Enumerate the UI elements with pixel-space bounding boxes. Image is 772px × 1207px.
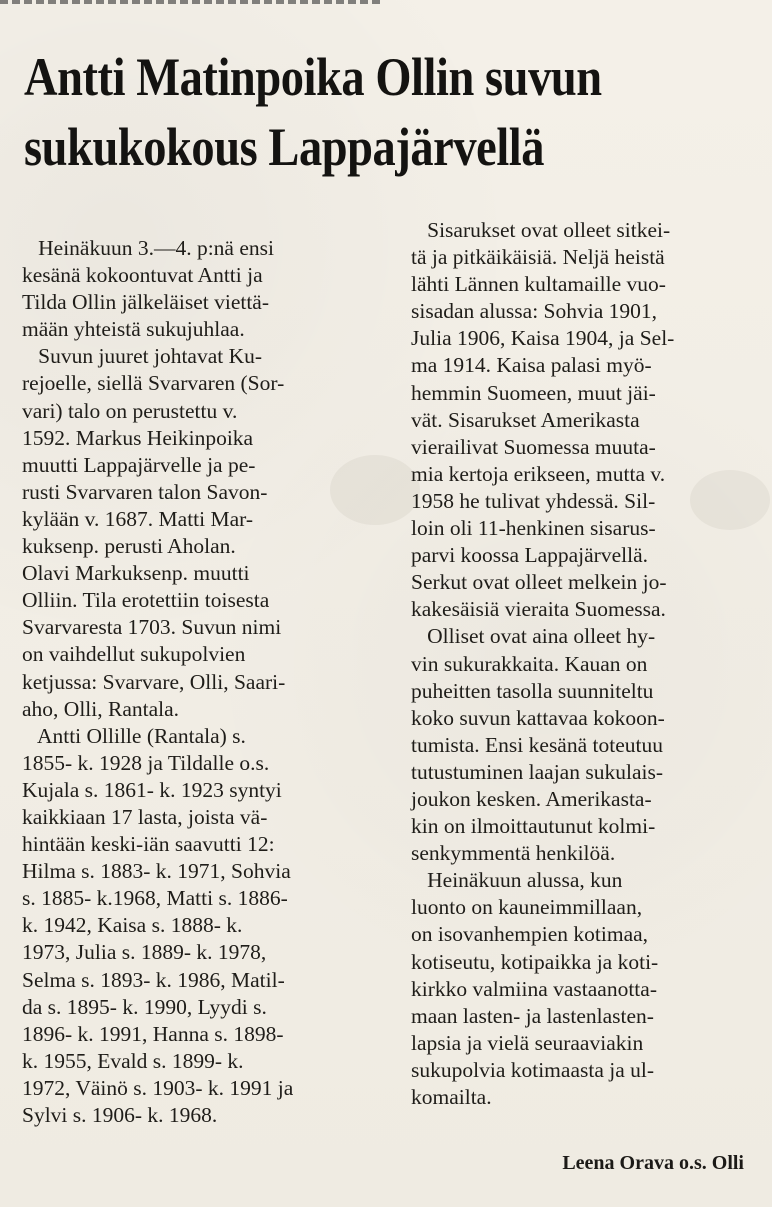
text-line: hemmin Suomeen, muut jäi-	[411, 380, 656, 405]
text-line: tutustuminen laajan sukulais-	[411, 759, 663, 784]
text-line: Olliin. Tila erotettiin toisesta	[22, 588, 270, 613]
text-line: rusti Svarvaren talon Savon-	[22, 479, 268, 504]
text-line: kaikkiaan 17 lasta, joista vä-	[22, 804, 268, 829]
headline-line: Antti Matinpoika Ollin suvun	[24, 47, 602, 107]
text-line: loin oli 11-henkinen sisarus-	[411, 516, 656, 541]
text-line: komailta.	[411, 1085, 492, 1109]
text-line: vin sukurakkaita. Kauan on	[411, 651, 648, 676]
text-line: kuksenp. perusti Aholan.	[22, 534, 236, 559]
text-line: Heinäkuun alussa, kun	[411, 868, 623, 893]
text-line: muutti Lappajärvelle ja pe-	[22, 452, 256, 477]
text-line: kylään v. 1687. Matti Mar-	[22, 506, 254, 531]
text-line: Heinäkuun 3.—4. p:nä ensi	[22, 236, 274, 260]
text-line: Svarvaresta 1703. Suvun nimi	[22, 615, 282, 640]
text-line: s. 1885- k.1968, Matti s. 1886-	[22, 886, 288, 911]
text-line: Suvun juuret johtavat Ku-	[22, 344, 263, 369]
clipping-top-edge	[0, 0, 380, 10]
text-line: kakesäisiä vieraita Suomessa.	[411, 597, 666, 622]
text-line: tä ja pitkäikäisiä. Neljä heistä	[411, 245, 665, 270]
text-line: Antti Ollille (Rantala) s.	[22, 723, 246, 748]
text-line: Serkut ovat olleet melkein jo-	[411, 570, 667, 595]
text-line: vari) talo on perustettu v.	[22, 398, 238, 423]
article-byline: Leena Orava o.s. Olli	[562, 1152, 744, 1174]
text-line: sisadan alussa: Sohvia 1901,	[411, 299, 658, 324]
headline-line: sukukokous Lappajärvellä	[24, 117, 545, 177]
text-line: kotiseutu, kotipaikka ja koti-	[411, 949, 659, 974]
article-headline	[24, 42, 652, 182]
text-line: puheitten tasolla suunniteltu	[411, 678, 654, 703]
text-line: Tilda Ollin jälkeläiset viettä-	[22, 290, 270, 315]
text-line: on isovanhempien kotimaa,	[411, 922, 649, 947]
left-text-column	[22, 235, 362, 1129]
text-line: koko suvun kattavaa kokoon-	[411, 705, 665, 730]
text-line: vierailivat Suomessa muuta-	[411, 434, 656, 459]
text-line: rejoelle, siellä Svarvaren (Sor-	[22, 371, 285, 396]
text-line: Olliset ovat aina olleet hy-	[411, 624, 656, 649]
text-line: senkymmentä henkilöä.	[411, 841, 616, 866]
text-line: parvi koossa Lappajärvellä.	[411, 543, 649, 568]
text-line: Sylvi s. 1906- k. 1968.	[22, 1103, 218, 1127]
text-line: joukon kesken. Amerikasta-	[411, 786, 652, 811]
text-line: Selma s. 1893- k. 1986, Matil-	[22, 967, 285, 992]
text-line: Hilma s. 1883- k. 1971, Sohvia	[22, 859, 291, 884]
text-line: Julia 1906, Kaisa 1904, ja Sel-	[411, 326, 675, 351]
text-line: 1896- k. 1991, Hanna s. 1898-	[22, 1021, 284, 1046]
text-line: ma 1914. Kaisa palasi myö-	[411, 353, 652, 378]
text-line: lapsia ja vielä seuraaviakin	[411, 1030, 644, 1055]
text-line: 1855- k. 1928 ja Tildalle o.s.	[22, 750, 270, 775]
text-line: 1972, Väinö s. 1903- k. 1991 ja	[22, 1075, 294, 1100]
text-line: Olavi Markuksenp. muutti	[22, 561, 250, 586]
text-line: k. 1942, Kaisa s. 1888- k.	[22, 913, 243, 938]
text-line: 1973, Julia s. 1889- k. 1978,	[22, 940, 267, 965]
text-line: k. 1955, Evald s. 1899- k.	[22, 1048, 244, 1073]
text-line: aho, Olli, Rantala.	[22, 696, 180, 721]
text-line: mia kertoja erikseen, mutta v.	[411, 461, 666, 486]
text-line: tumista. Ensi kesänä toteutuu	[411, 732, 663, 757]
text-line: Kujala s. 1861- k. 1923 syntyi	[22, 777, 282, 802]
text-line: kin on ilmoittautunut kolmi-	[411, 814, 656, 839]
text-line: luonto on kauneimmillaan,	[411, 895, 643, 920]
text-line: hintään keski-iän saavutti 12:	[22, 832, 275, 857]
text-line: kesänä kokoontuvat Antti ja	[22, 263, 263, 288]
text-line: 1592. Markus Heikinpoika	[22, 425, 254, 450]
text-line: kirkko valmiina vastaanotta-	[411, 976, 657, 1001]
text-line: vät. Sisarukset Amerikasta	[411, 407, 640, 432]
text-line: lähti Lännen kultamaille vuo-	[411, 272, 666, 297]
text-line: da s. 1895- k. 1990, Lyydi s.	[22, 994, 267, 1019]
right-text-column	[411, 217, 756, 1111]
text-line: Sisarukset ovat olleet sitkei-	[411, 218, 671, 242]
text-line: 1958 he tulivat yhdessä. Sil-	[411, 488, 656, 513]
text-line: sukupolvia kotimaasta ja ul-	[411, 1057, 655, 1082]
text-line: maan lasten- ja lastenlasten-	[411, 1003, 654, 1028]
text-line: on vaihdellut sukupolvien	[22, 642, 246, 667]
text-line: ketjussa: Svarvare, Olli, Saari-	[22, 669, 286, 694]
text-line: mään yhteistä sukujuhlaa.	[22, 317, 245, 342]
